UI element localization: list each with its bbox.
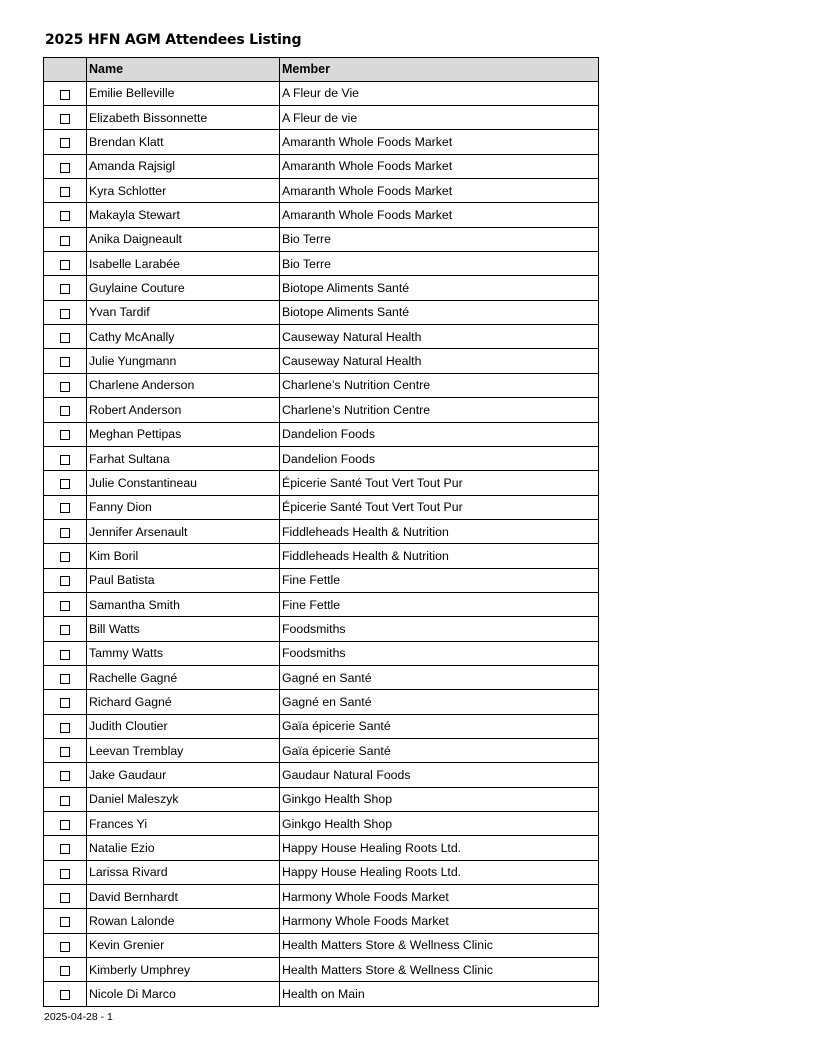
attendance-checkbox[interactable] <box>60 844 70 854</box>
table-row <box>44 982 599 1006</box>
checkbox-cell <box>44 885 87 909</box>
member-name: Biotope Aliments Santé <box>280 276 599 300</box>
table-row <box>44 860 599 884</box>
member-name: Amaranth Whole Foods Market <box>280 130 599 154</box>
attendance-checkbox[interactable] <box>60 747 70 757</box>
attendee-name: Meghan Pettipas <box>87 422 280 446</box>
attendee-name: Natalie Ezio <box>87 836 280 860</box>
table-row <box>44 106 599 130</box>
member-name: Gaïa épicerie Santé <box>280 738 599 762</box>
attendance-checkbox[interactable] <box>60 260 70 270</box>
checkbox-cell <box>44 81 87 105</box>
table-row <box>44 349 599 373</box>
checkbox-cell <box>44 860 87 884</box>
table-row <box>44 836 599 860</box>
attendee-name: Fanny Dion <box>87 495 280 519</box>
checkbox-cell <box>44 276 87 300</box>
attendee-name: Bill Watts <box>87 617 280 641</box>
member-name: Health Matters Store & Wellness Clinic <box>280 958 599 982</box>
member-name: Fiddleheads Health & Nutrition <box>280 544 599 568</box>
checkbox-cell <box>44 398 87 422</box>
checkbox-cell <box>44 958 87 982</box>
member-name: Épicerie Santé Tout Vert Tout Pur <box>280 495 599 519</box>
attendance-checkbox[interactable] <box>60 528 70 538</box>
attendee-name: Yvan Tardif <box>87 300 280 324</box>
member-name: Harmony Whole Foods Market <box>280 909 599 933</box>
table-row <box>44 495 599 519</box>
table-row <box>44 300 599 324</box>
member-name: Charlene’s Nutrition Centre <box>280 373 599 397</box>
attendee-name: Charlene Anderson <box>87 373 280 397</box>
table-row <box>44 738 599 762</box>
attendance-checkbox[interactable] <box>60 114 70 124</box>
checkbox-cell <box>44 836 87 860</box>
attendance-checkbox[interactable] <box>60 357 70 367</box>
attendance-checkbox[interactable] <box>60 893 70 903</box>
checkbox-cell <box>44 130 87 154</box>
member-name: Dandelion Foods <box>280 422 599 446</box>
checkbox-cell <box>44 422 87 446</box>
attendee-name: Kyra Schlotter <box>87 179 280 203</box>
member-name: Fiddleheads Health & Nutrition <box>280 519 599 543</box>
table-row <box>44 446 599 470</box>
attendee-name: Elizabeth Bissonnette <box>87 106 280 130</box>
checkbox-cell <box>44 227 87 251</box>
checkbox-cell <box>44 665 87 689</box>
attendee-name: Julie Constantineau <box>87 471 280 495</box>
member-name: Bio Terre <box>280 227 599 251</box>
checkbox-cell <box>44 787 87 811</box>
attendee-name: Judith Cloutier <box>87 714 280 738</box>
checkbox-cell <box>44 544 87 568</box>
table-row <box>44 471 599 495</box>
checkbox-cell <box>44 373 87 397</box>
table-row <box>44 398 599 422</box>
member-name: Gagné en Santé <box>280 665 599 689</box>
table-row <box>44 763 599 787</box>
table-row <box>44 203 599 227</box>
attendance-checkbox[interactable] <box>60 406 70 416</box>
table-row <box>44 154 599 178</box>
attendance-checkbox[interactable] <box>60 576 70 586</box>
attendee-name: Cathy McAnally <box>87 325 280 349</box>
member-name: Ginkgo Health Shop <box>280 812 599 836</box>
checkbox-cell <box>44 933 87 957</box>
checkbox-cell <box>44 519 87 543</box>
member-name: A Fleur de Vie <box>280 81 599 105</box>
attendance-checkbox[interactable] <box>60 698 70 708</box>
attendance-checkbox[interactable] <box>60 90 70 100</box>
attendance-checkbox[interactable] <box>60 796 70 806</box>
attendee-name: Brendan Klatt <box>87 130 280 154</box>
attendance-checkbox[interactable] <box>60 552 70 562</box>
attendee-name: Frances Yi <box>87 812 280 836</box>
checkbox-cell <box>44 909 87 933</box>
member-name: Fine Fettle <box>280 592 599 616</box>
table-row <box>44 276 599 300</box>
attendance-checkbox[interactable] <box>60 990 70 1000</box>
table-row <box>44 81 599 105</box>
attendee-name: Julie Yungmann <box>87 349 280 373</box>
table-row <box>44 592 599 616</box>
table-row <box>44 641 599 665</box>
checkbox-cell <box>44 203 87 227</box>
checkbox-cell <box>44 592 87 616</box>
attendance-checkbox[interactable] <box>60 601 70 611</box>
attendance-checkbox[interactable] <box>60 284 70 294</box>
attendee-name: Rachelle Gagné <box>87 665 280 689</box>
attendance-checkbox[interactable] <box>60 917 70 927</box>
attendee-name: Anika Daigneault <box>87 227 280 251</box>
checkbox-cell <box>44 349 87 373</box>
attendee-name: Isabelle Larabée <box>87 252 280 276</box>
attendee-name: Kimberly Umphrey <box>87 958 280 982</box>
checkbox-cell <box>44 641 87 665</box>
attendance-checkbox[interactable] <box>60 138 70 148</box>
checkbox-cell <box>44 738 87 762</box>
member-name: Charlene’s Nutrition Centre <box>280 398 599 422</box>
attendance-checkbox[interactable] <box>60 869 70 879</box>
member-name: Causeway Natural Health <box>280 325 599 349</box>
member-name: Amaranth Whole Foods Market <box>280 203 599 227</box>
member-name: Gagné en Santé <box>280 690 599 714</box>
attendee-name: Samantha Smith <box>87 592 280 616</box>
checkbox-cell <box>44 982 87 1006</box>
member-name: Fine Fettle <box>280 568 599 592</box>
attendee-name: David Bernhardt <box>87 885 280 909</box>
checkbox-cell <box>44 471 87 495</box>
attendee-name: Richard Gagné <box>87 690 280 714</box>
attendance-checkbox[interactable] <box>60 942 70 952</box>
checkbox-cell <box>44 300 87 324</box>
attendance-checkbox[interactable] <box>60 455 70 465</box>
attendee-name: Nicole Di Marco <box>87 982 280 1006</box>
table-row <box>44 544 599 568</box>
table-header-row <box>44 58 599 82</box>
attendee-name: Daniel Maleszyk <box>87 787 280 811</box>
attendance-checkbox[interactable] <box>60 309 70 319</box>
attendance-checkbox[interactable] <box>60 430 70 440</box>
table-row <box>44 252 599 276</box>
member-name: Amaranth Whole Foods Market <box>280 179 599 203</box>
attendee-name: Kim Boril <box>87 544 280 568</box>
table-row <box>44 373 599 397</box>
checkbox-cell <box>44 495 87 519</box>
table-row <box>44 519 599 543</box>
attendance-checkbox[interactable] <box>60 650 70 660</box>
page-footer: 2025-04-28 - 1 <box>44 1011 113 1023</box>
member-name: Foodsmiths <box>280 617 599 641</box>
attendance-checkbox[interactable] <box>60 479 70 489</box>
member-name: Health on Main <box>280 982 599 1006</box>
member-name: Health Matters Store & Wellness Clinic <box>280 933 599 957</box>
member-name: Épicerie Santé Tout Vert Tout Pur <box>280 471 599 495</box>
table-row <box>44 325 599 349</box>
attendee-name: Makayla Stewart <box>87 203 280 227</box>
attendee-name: Jennifer Arsenault <box>87 519 280 543</box>
table-row <box>44 179 599 203</box>
attendance-checkbox[interactable] <box>60 503 70 513</box>
attendance-checkbox[interactable] <box>60 820 70 830</box>
attendee-name: Robert Anderson <box>87 398 280 422</box>
member-name: A Fleur de vie <box>280 106 599 130</box>
attendee-name: Guylaine Couture <box>87 276 280 300</box>
checkbox-cell <box>44 325 87 349</box>
attendance-checkbox[interactable] <box>60 236 70 246</box>
attendee-name: Amanda Rajsigl <box>87 154 280 178</box>
table-row <box>44 617 599 641</box>
table-row <box>44 958 599 982</box>
member-name: Ginkgo Health Shop <box>280 787 599 811</box>
attendee-name: Emilie Belleville <box>87 81 280 105</box>
member-name: Bio Terre <box>280 252 599 276</box>
checkbox-cell <box>44 617 87 641</box>
attendee-name: Paul Batista <box>87 568 280 592</box>
attendee-name: Tammy Watts <box>87 641 280 665</box>
table-row <box>44 909 599 933</box>
checkbox-cell <box>44 763 87 787</box>
attendance-checkbox[interactable] <box>60 382 70 392</box>
checkbox-cell <box>44 690 87 714</box>
attendance-checkbox[interactable] <box>60 187 70 197</box>
attendance-checkbox[interactable] <box>60 966 70 976</box>
member-name: Foodsmiths <box>280 641 599 665</box>
member-name: Happy House Healing Roots Ltd. <box>280 860 599 884</box>
page-title: 2025 HFN AGM Attendees Listing <box>45 32 302 48</box>
checkbox-cell <box>44 568 87 592</box>
checkbox-cell <box>44 812 87 836</box>
attendance-checkbox[interactable] <box>60 211 70 221</box>
checkbox-cell <box>44 252 87 276</box>
attendee-name: Kevin Grenier <box>87 933 280 957</box>
table-row <box>44 422 599 446</box>
table-row <box>44 130 599 154</box>
column-header-member: Member <box>280 58 599 82</box>
checkbox-cell <box>44 106 87 130</box>
table-row <box>44 568 599 592</box>
member-name: Causeway Natural Health <box>280 349 599 373</box>
attendance-checkbox[interactable] <box>60 163 70 173</box>
column-header-check <box>44 58 87 82</box>
member-name: Gaïa épicerie Santé <box>280 714 599 738</box>
attendance-checkbox[interactable] <box>60 333 70 343</box>
table-row <box>44 665 599 689</box>
table-row <box>44 885 599 909</box>
checkbox-cell <box>44 714 87 738</box>
attendee-name: Jake Gaudaur <box>87 763 280 787</box>
table-row <box>44 714 599 738</box>
attendance-checkbox[interactable] <box>60 625 70 635</box>
attendee-name: Larissa Rivard <box>87 860 280 884</box>
table-row <box>44 227 599 251</box>
attendance-checkbox[interactable] <box>60 771 70 781</box>
attendees-table <box>43 57 599 1007</box>
attendance-checkbox[interactable] <box>60 674 70 684</box>
checkbox-cell <box>44 179 87 203</box>
member-name: Gaudaur Natural Foods <box>280 763 599 787</box>
table-row <box>44 787 599 811</box>
column-header-name: Name <box>87 58 280 82</box>
attendee-name: Farhat Sultana <box>87 446 280 470</box>
member-name: Amaranth Whole Foods Market <box>280 154 599 178</box>
attendee-name: Rowan Lalonde <box>87 909 280 933</box>
member-name: Dandelion Foods <box>280 446 599 470</box>
attendance-checkbox[interactable] <box>60 723 70 733</box>
checkbox-cell <box>44 446 87 470</box>
attendee-name: Leevan Tremblay <box>87 738 280 762</box>
member-name: Harmony Whole Foods Market <box>280 885 599 909</box>
checkbox-cell <box>44 154 87 178</box>
table-row <box>44 812 599 836</box>
table-row <box>44 933 599 957</box>
member-name: Biotope Aliments Santé <box>280 300 599 324</box>
member-name: Happy House Healing Roots Ltd. <box>280 836 599 860</box>
table-row <box>44 690 599 714</box>
table-body <box>44 81 599 1006</box>
